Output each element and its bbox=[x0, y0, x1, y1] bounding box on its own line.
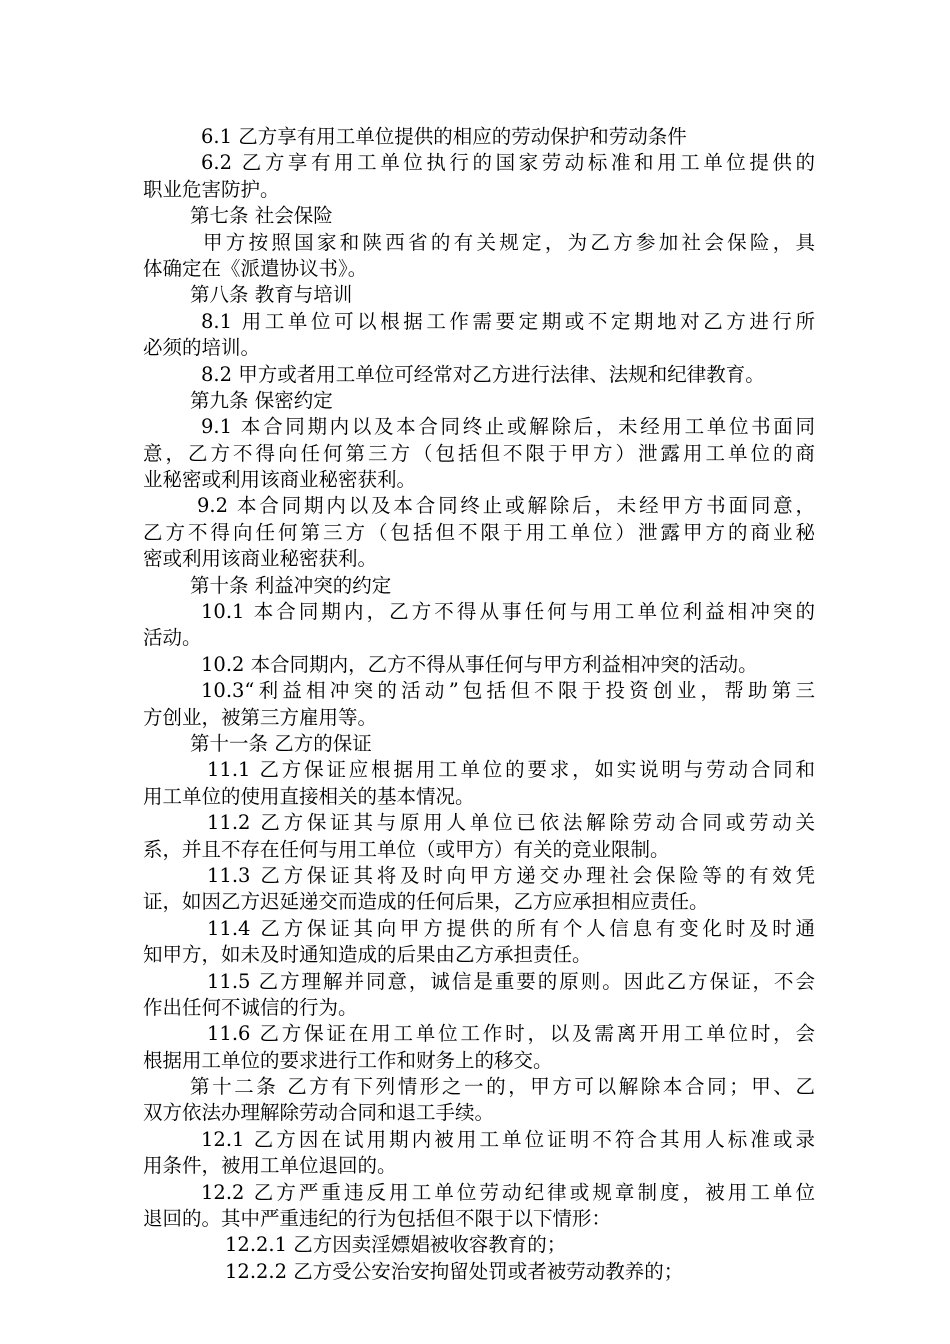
document-line: 甲方按照国家和陕西省的有关规定，为乙方参加社会保险，具 bbox=[203, 230, 815, 254]
document-line: 第十条 利益冲突的约定 bbox=[190, 573, 392, 597]
document-line: 8.1 用工单位可以根据工作需要定期或不定期地对乙方进行所 bbox=[201, 309, 815, 333]
document-line: 10.2 本合同期内，乙方不得从事任何与甲方利益相冲突的活动。 bbox=[201, 652, 758, 676]
document-line: 密或利用该商业秘密获利。 bbox=[143, 547, 378, 571]
document-line: 方创业，被第三方雇用等。 bbox=[143, 705, 378, 729]
document-line: 12.2.2 乙方受公安治安拘留处罚或者被劳动教养的； bbox=[225, 1259, 684, 1283]
document-line: 作出任何不诚信的行为。 bbox=[143, 995, 358, 1019]
document-line: 乙方不得向任何第三方（包括但不限于用工单位）泄露甲方的商业秘 bbox=[143, 520, 815, 544]
document-line: 6.2 乙方享有用工单位执行的国家劳动标准和用工单位提供的 bbox=[201, 151, 815, 175]
document-line: 第七条 社会保险 bbox=[190, 204, 333, 228]
document-line: 第十一条 乙方的保证 bbox=[190, 731, 372, 755]
document-line: 9.1 本合同期内以及本合同终止或解除后，未经用工单位书面同 bbox=[201, 415, 815, 439]
document-line: 体确定在《派遣协议书》。 bbox=[143, 256, 368, 280]
document-line: 业秘密或利用该商业秘密获利。 bbox=[143, 468, 417, 492]
document-line: 12.2 乙方严重违反用工单位劳动纪律或规章制度，被用工单位 bbox=[201, 1180, 815, 1204]
document-line: 12.2.1 乙方因卖淫嫖娼被收容教育的； bbox=[225, 1233, 567, 1257]
document-body bbox=[143, 124, 815, 1285]
document-line: 12.1 乙方因在试用期内被用工单位证明不符合其用人标准或录 bbox=[201, 1127, 815, 1151]
document-line: 11.2 乙方保证其与原用人单位已依法解除劳动合同或劳动关 bbox=[207, 811, 815, 835]
document-line: 知甲方，如未及时通知造成的后果由乙方承担责任。 bbox=[143, 943, 592, 967]
document-line: 意，乙方不得向任何第三方（包括但不限于甲方）泄露用工单位的商 bbox=[143, 441, 815, 465]
document-line: 6.1 乙方享有用工单位提供的相应的劳动保护和劳动条件 bbox=[201, 125, 687, 148]
document-line: 第十二条 乙方有下列情形之一的，甲方可以解除本合同；甲、乙 bbox=[190, 1075, 815, 1099]
document-line: 11.1 乙方保证应根据用工单位的要求，如实说明与劳动合同和 bbox=[207, 758, 815, 782]
document-line: 根据用工单位的要求进行工作和财务上的移交。 bbox=[143, 1048, 553, 1072]
document-line: 第九条 保密约定 bbox=[190, 388, 333, 412]
document-line: 8.2 甲方或者用工单位可经常对乙方进行法律、法规和纪律教育。 bbox=[201, 362, 765, 386]
document-line: 用条件，被用工单位退回的。 bbox=[143, 1154, 397, 1178]
document-line: 退回的。其中严重违纪的行为包括但不限于以下情形： bbox=[143, 1207, 612, 1231]
document-line: 用工单位的使用直接相关的基本情况。 bbox=[143, 784, 475, 808]
document-line: 10.3“利益相冲突的活动”包括但不限于投资创业，帮助第三 bbox=[201, 679, 815, 703]
document-line: 第八条 教育与培训 bbox=[190, 283, 353, 307]
document-line: 系，并且不存在任何与用工单位（或甲方）有关的竞业限制。 bbox=[143, 837, 670, 861]
document-line: 11.6 乙方保证在用工单位工作时，以及需离开用工单位时，会 bbox=[207, 1022, 815, 1046]
document-line: 11.4 乙方保证其向甲方提供的所有个人信息有变化时及时通 bbox=[207, 916, 815, 940]
document-line: 必须的培训。 bbox=[143, 336, 261, 360]
document-line: 10.1 本合同期内，乙方不得从事任何与用工单位利益相冲突的 bbox=[201, 600, 815, 624]
document-line: 证，如因乙方迟延递交而造成的任何后果，乙方应承担相应责任。 bbox=[143, 890, 709, 914]
document-line: 11.3 乙方保证其将及时向甲方递交办理社会保险等的有效凭 bbox=[207, 863, 815, 887]
document-line: 职业危害防护。 bbox=[143, 177, 280, 201]
document-line: 活动。 bbox=[143, 626, 202, 650]
document-line: 11.5 乙方理解并同意，诚信是重要的原则。因此乙方保证，不会 bbox=[207, 969, 815, 993]
document-line: 9.2 本合同期内以及本合同终止或解除后，未经甲方书面同意， bbox=[197, 494, 815, 518]
document-line: 双方依法办理解除劳动合同和退工手续。 bbox=[143, 1101, 495, 1125]
